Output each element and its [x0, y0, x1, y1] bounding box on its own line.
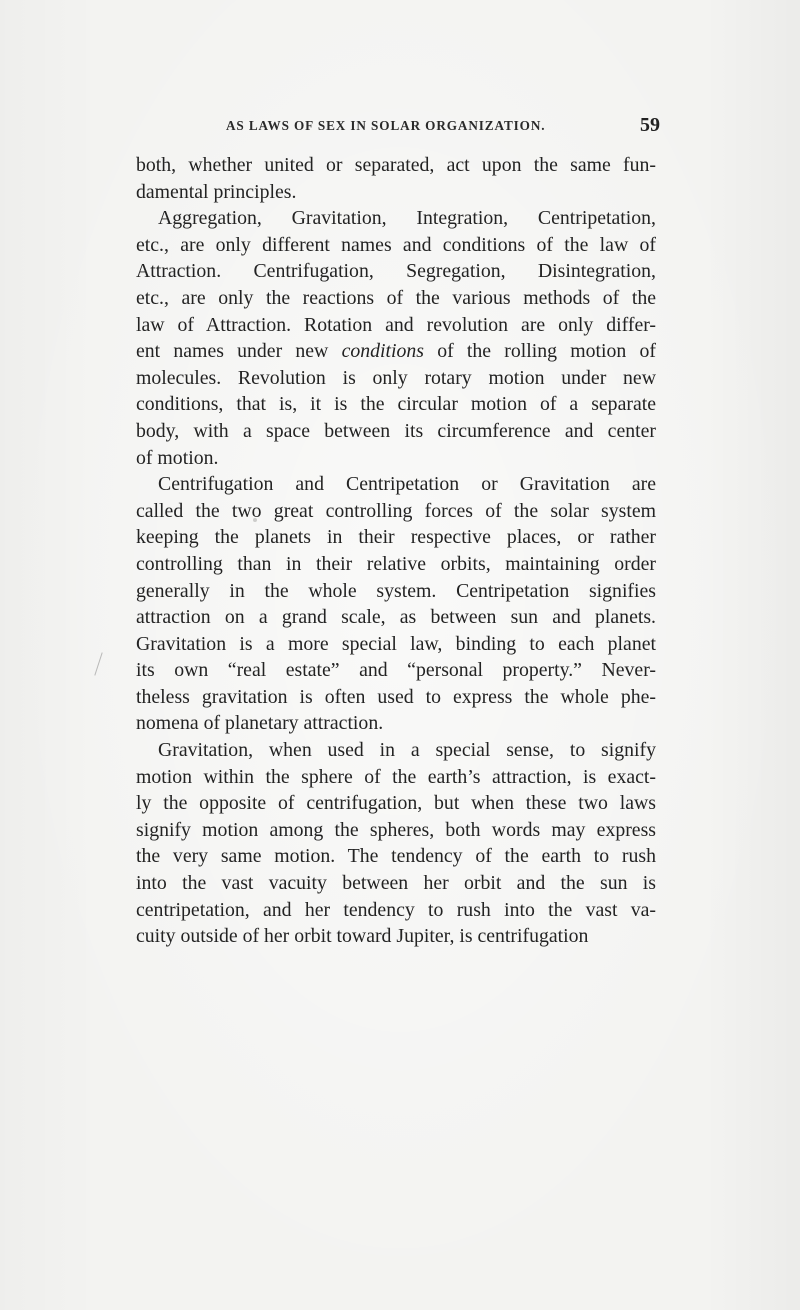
- text-line: molecules. Revolution is only rotary motion under new: [136, 366, 656, 389]
- text-line: body, with a space between its circumference and center: [136, 419, 656, 442]
- text-line: motion within the sphere of the earth’s attraction, is exact-: [136, 765, 656, 788]
- text-line: Gravitation is a more special law, binding to each planet: [136, 632, 656, 655]
- text-line: etc., are only different names and conditions of the law of: [136, 233, 656, 256]
- text-line: Gravitation, when used in a special sense, to signify: [158, 739, 656, 762]
- text-line: damental principles.: [136, 180, 297, 203]
- text-line: conditions, that is, it is the circular motion of a separate: [136, 393, 656, 416]
- text-line: Aggregation, Gravitation, Integration, Centripetation,: [158, 207, 656, 230]
- text-line: keeping the planets in their respective places, or rather: [136, 526, 656, 549]
- text-line: its own “real estate” and “personal property.” Never-: [136, 659, 656, 682]
- text-line: attraction on a grand scale, as between sun and planets.: [136, 606, 656, 629]
- text-line: Centrifugation and Centripetation or Gravitation are: [158, 473, 656, 496]
- text-line: into the vast vacuity between her orbit and the sun is: [136, 872, 656, 895]
- text-line-with-emphasis: ent names under new conditions of the rolling motion of: [136, 340, 656, 363]
- emphasis-word: conditions: [341, 340, 424, 363]
- body-text: [136, 152, 656, 950]
- text-line: called the two great controlling forces of the solar system: [136, 499, 656, 522]
- text-line: generally in the whole system. Centripetation signifies: [136, 579, 656, 602]
- text-line: ly the opposite of centrifugation, but when these two laws: [136, 792, 656, 815]
- text-line: both, whether united or separated, act upon the same fun-: [136, 154, 656, 176]
- page-number: 59: [640, 114, 660, 136]
- text-line: law of Attraction. Rotation and revolution are only differ-: [136, 313, 656, 336]
- text-line: Attraction. Centrifugation, Segregation, Disintegration,: [136, 260, 656, 283]
- ink-speck: [253, 518, 257, 522]
- text-line: theless gravitation is often used to express the whole phe-: [136, 685, 656, 708]
- text-line: signify motion among the spheres, both words may express: [136, 818, 656, 841]
- text-line: etc., are only the reactions of the various methods of the: [136, 286, 656, 309]
- text-line: centripetation, and her tendency to rush into the vast va-: [136, 898, 656, 921]
- text-line: cuity outside of her orbit toward Jupiter, is centrifugation: [136, 925, 589, 948]
- running-head: AS LAWS OF SEX IN SOLAR ORGANIZATION.: [226, 118, 546, 133]
- text-line: the very same motion. The tendency of the earth to rush: [136, 845, 656, 868]
- text-line: nomena of planetary attraction.: [136, 712, 384, 735]
- margin-pencil-mark: [94, 652, 102, 675]
- text-line: of motion.: [136, 446, 219, 469]
- text-line: controlling than in their relative orbits, maintaining order: [136, 552, 656, 575]
